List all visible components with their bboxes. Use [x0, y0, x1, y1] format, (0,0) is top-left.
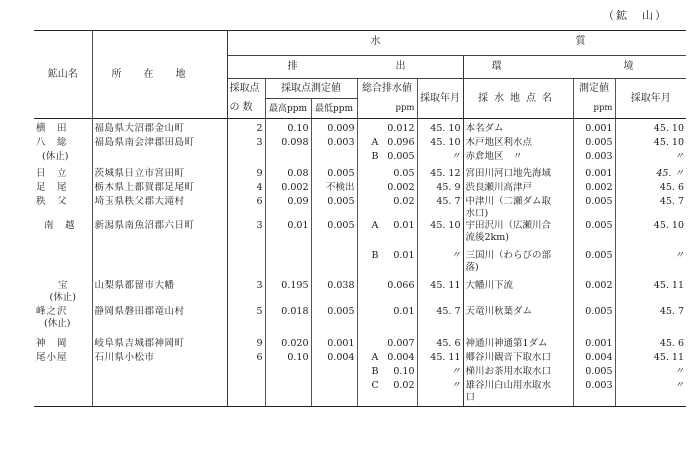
total	[357, 196, 417, 220]
env-value: 0.003	[573, 151, 615, 165]
env-date: 45. 10	[615, 137, 686, 151]
min-ppm	[311, 366, 357, 380]
col-environment-group	[463, 56, 686, 79]
points	[227, 366, 265, 380]
min-ppm: 0.038	[311, 280, 357, 306]
env-date: 45. 11	[615, 352, 686, 366]
total-value: 0.01	[393, 250, 415, 261]
env-date: 45. 6	[615, 182, 686, 196]
min-ppm	[311, 380, 357, 407]
min-ppm: 0.009	[311, 119, 357, 138]
location: 岐阜県吉城郡神岡町	[92, 334, 227, 352]
total-value: 0.012	[387, 123, 415, 134]
max-ppm: 0.002	[265, 182, 311, 196]
env-value: 0.001	[573, 165, 615, 182]
total-value: 0.02	[393, 196, 415, 207]
location	[92, 380, 227, 407]
date: 45. 10	[417, 119, 463, 138]
col-sampling-date: 採取年月	[417, 79, 463, 119]
table-row	[34, 151, 686, 165]
env-location-line-2: 口	[465, 392, 476, 403]
location: 福島県南会津郡田島町	[92, 137, 227, 151]
col-measured-value: 測定値	[573, 79, 615, 99]
table-row	[34, 366, 686, 380]
point-letter: A	[371, 352, 379, 363]
total	[357, 366, 417, 380]
total-value: 0.01	[393, 306, 415, 317]
mine-note: (休止)	[42, 151, 69, 162]
mine-name: 南 越	[44, 220, 76, 231]
mine-name	[34, 380, 92, 407]
total-value: 0.01	[393, 220, 415, 231]
points: 9	[227, 165, 265, 182]
total-value: 0.05	[393, 168, 415, 179]
points: 6	[227, 196, 265, 220]
points: 2	[227, 119, 265, 138]
col-mine-name: 鉱山名	[34, 31, 92, 119]
env-location-line-2: 水口)	[465, 208, 489, 219]
max-ppm	[265, 366, 311, 380]
total	[357, 220, 417, 250]
env-location-line-1: 雄谷川白山用水取水	[465, 380, 552, 391]
min-ppm: 0.003	[311, 137, 357, 151]
date: 45. 11	[417, 280, 463, 306]
max-ppm: 0.09	[265, 196, 311, 220]
env-location-line-1: 三国川（わらびの部	[465, 250, 552, 261]
points: 4	[227, 182, 265, 196]
point-letter: B	[371, 250, 379, 261]
min-ppm: 0.005	[311, 165, 357, 182]
points: 3	[227, 137, 265, 151]
env-location: 宮田川河口地先海域	[463, 165, 573, 182]
effluent-label-1: 排	[287, 61, 298, 72]
col-water-group	[227, 31, 686, 56]
env-date: 〃	[615, 151, 686, 165]
env-location	[463, 220, 573, 250]
env-value: 0.005	[573, 366, 615, 380]
location	[92, 151, 227, 165]
points	[227, 250, 265, 280]
table-row	[34, 380, 686, 407]
points: 3	[227, 280, 265, 306]
col-env-unit: ppm	[573, 99, 615, 119]
min-ppm: 不検出	[311, 182, 357, 196]
table-row	[34, 250, 686, 280]
env-value: 0.002	[573, 280, 615, 306]
location: 石川県小松市	[92, 352, 227, 366]
total	[357, 165, 417, 182]
points: 3	[227, 220, 265, 250]
max-ppm: 0.098	[265, 137, 311, 151]
col-max-ppm: 最高ppm	[265, 99, 311, 119]
points: 5	[227, 306, 265, 334]
date: 45. 9	[417, 182, 463, 196]
date: 45. 10	[417, 220, 463, 250]
date: 45. 10	[417, 137, 463, 151]
total	[357, 334, 417, 352]
location: 栃木県上都賀郡足尾町	[92, 182, 227, 196]
max-ppm: 0.10	[265, 119, 311, 138]
date: 45. 7	[417, 196, 463, 220]
min-ppm	[311, 250, 357, 280]
table-row	[34, 306, 686, 334]
max-ppm: 0.195	[265, 280, 311, 306]
date: 〃	[417, 366, 463, 380]
mine-name-text: 峰之沢	[36, 306, 68, 317]
point-letter: A	[371, 137, 379, 148]
env-location: 赤倉地区 〃	[463, 151, 573, 165]
location: 山梨県都留市大幡	[92, 280, 227, 306]
min-ppm: 0.005	[311, 196, 357, 220]
total	[357, 306, 417, 334]
env-location	[463, 196, 573, 220]
env-date: 45. 10	[615, 220, 686, 250]
points	[227, 151, 265, 165]
max-ppm: 0.08	[265, 165, 311, 182]
env-location	[463, 250, 573, 280]
env-date: 45. 7	[615, 196, 686, 220]
mine-water-quality-table	[34, 30, 686, 407]
total-value: 0.004	[387, 352, 415, 363]
location: 茨城県日立市宮田町	[92, 165, 227, 182]
env-date: 45. 7	[615, 306, 686, 334]
point-letter: A	[371, 220, 379, 231]
date: 45. 11	[417, 352, 463, 366]
table-row	[34, 220, 686, 250]
max-ppm: 0.018	[265, 306, 311, 334]
env-value: 0.005	[573, 196, 615, 220]
env-value: 0.002	[573, 182, 615, 196]
effluent-label-2: 出	[395, 61, 406, 72]
table-row	[34, 119, 686, 138]
total	[357, 137, 417, 151]
water-label: 水	[370, 36, 381, 47]
points: 6	[227, 352, 265, 366]
env-location: 神通川神通第1ダム	[463, 334, 573, 352]
min-ppm	[311, 151, 357, 165]
max-ppm	[265, 380, 311, 407]
mine-name	[34, 366, 92, 380]
date: 45. 12	[417, 165, 463, 182]
mine-name: 足 尾	[36, 182, 68, 193]
quality-label: 質	[575, 36, 586, 47]
total	[357, 380, 417, 407]
table-row	[34, 352, 686, 366]
mine-name	[34, 250, 92, 280]
environment-label-2: 境	[623, 61, 634, 72]
mine-name: 横 田	[36, 123, 68, 134]
env-location	[463, 380, 573, 407]
col-total-discharge: 総合排水値	[357, 79, 417, 99]
mine-name: 尾小屋	[36, 352, 68, 363]
max-ppm	[265, 250, 311, 280]
points	[227, 380, 265, 407]
mine-name: 日 立	[36, 168, 68, 179]
points: 9	[227, 334, 265, 352]
section-label: （鉱 山）	[603, 9, 668, 22]
max-ppm: 0.01	[265, 220, 311, 250]
env-value: 0.005	[573, 250, 615, 280]
env-date: 45. 〃	[615, 165, 686, 182]
min-ppm: 0.001	[311, 334, 357, 352]
table-row	[34, 280, 686, 306]
environment-label-1: 環	[491, 61, 502, 72]
location	[92, 366, 227, 380]
col-sampling-points: 採取点	[227, 79, 265, 99]
mine-name-text: 宝	[57, 280, 68, 291]
total-value: 0.02	[393, 380, 415, 391]
max-ppm	[265, 151, 311, 165]
table-row	[34, 334, 686, 352]
point-letter: B	[371, 366, 379, 377]
mine-note: (休止)	[44, 318, 71, 329]
max-ppm: 0.10	[265, 352, 311, 366]
col-effluent-group	[227, 56, 463, 79]
env-location-line-1: 宇田沢川（広瀬川合	[465, 220, 552, 231]
total	[357, 280, 417, 306]
col-location: 所在地	[92, 31, 227, 119]
env-location: 大幡川下流	[463, 280, 573, 306]
point-letter: C	[371, 380, 379, 391]
mine-name: 秩 父	[36, 196, 68, 207]
env-location-line-1: 中津川（二瀬ダム取	[465, 196, 552, 207]
env-location-line-2: 落)	[465, 262, 479, 273]
total-value: 0.007	[387, 338, 415, 349]
table-row	[34, 165, 686, 182]
env-date: 〃	[615, 250, 686, 280]
col-count: の 数	[227, 99, 265, 119]
mine-name: 神 岡	[36, 338, 68, 349]
env-location: 郷谷川観音下取水口	[463, 352, 573, 366]
env-date: 〃	[615, 366, 686, 380]
env-location: 本名ダム	[463, 119, 573, 138]
location: 埼玉県秩父郡大滝村	[92, 196, 227, 220]
table-row	[34, 182, 686, 196]
date: 〃	[417, 250, 463, 280]
location	[92, 250, 227, 280]
total-value: 0.002	[387, 182, 415, 193]
min-ppm: 0.005	[311, 306, 357, 334]
col-sampling-location: 採水地点名	[463, 79, 573, 119]
total-value: 0.10	[393, 366, 415, 377]
location: 静岡県磐田郡竜山村	[92, 306, 227, 334]
date: 45. 6	[417, 334, 463, 352]
location: 福島県大沼郡金山町	[92, 119, 227, 138]
date: 〃	[417, 151, 463, 165]
env-location: 渋良瀬川高津戸	[463, 182, 573, 196]
total	[357, 250, 417, 280]
env-location: 天竜川秋葉ダム	[463, 306, 573, 334]
env-location: 木戸地区利水点	[463, 137, 573, 151]
col-total-unit: ppm	[357, 99, 417, 119]
total	[357, 352, 417, 366]
total-value: 0.005	[387, 151, 415, 162]
env-location: 梯川お茶用水取水口	[463, 366, 573, 380]
location: 新潟県南魚沼郡六日町	[92, 220, 227, 250]
env-value: 0.001	[573, 119, 615, 138]
col-measured-values: 採取点測定値	[265, 79, 357, 99]
env-location-line-2: 流後2km)	[465, 232, 510, 243]
env-date: 〃	[615, 380, 686, 407]
date: 45. 7	[417, 306, 463, 334]
min-ppm: 0.004	[311, 352, 357, 366]
total	[357, 182, 417, 196]
total-value: 0.096	[387, 137, 415, 148]
env-date: 45. 10	[615, 119, 686, 138]
table-row	[34, 137, 686, 151]
table-row	[34, 196, 686, 220]
min-ppm: 0.005	[311, 220, 357, 250]
env-date: 45. 6	[615, 334, 686, 352]
env-date: 45. 11	[615, 280, 686, 306]
env-value: 0.004	[573, 352, 615, 366]
env-value: 0.003	[573, 380, 615, 407]
mine-name	[34, 280, 92, 306]
max-ppm: 0.020	[265, 334, 311, 352]
total-value: 0.066	[387, 280, 415, 291]
env-value: 0.005	[573, 306, 615, 334]
mine-note: (休止)	[49, 292, 76, 303]
col-env-sampling-date: 採取年月	[615, 79, 686, 119]
mine-name: 八 総	[36, 137, 68, 148]
env-value: 0.001	[573, 334, 615, 352]
point-letter: B	[371, 151, 379, 162]
total	[357, 151, 417, 165]
env-value: 0.005	[573, 220, 615, 250]
env-value: 0.005	[573, 137, 615, 151]
mine-name	[34, 306, 92, 334]
col-min-ppm: 最低ppm	[311, 99, 357, 119]
total	[357, 119, 417, 138]
date: 〃	[417, 380, 463, 407]
